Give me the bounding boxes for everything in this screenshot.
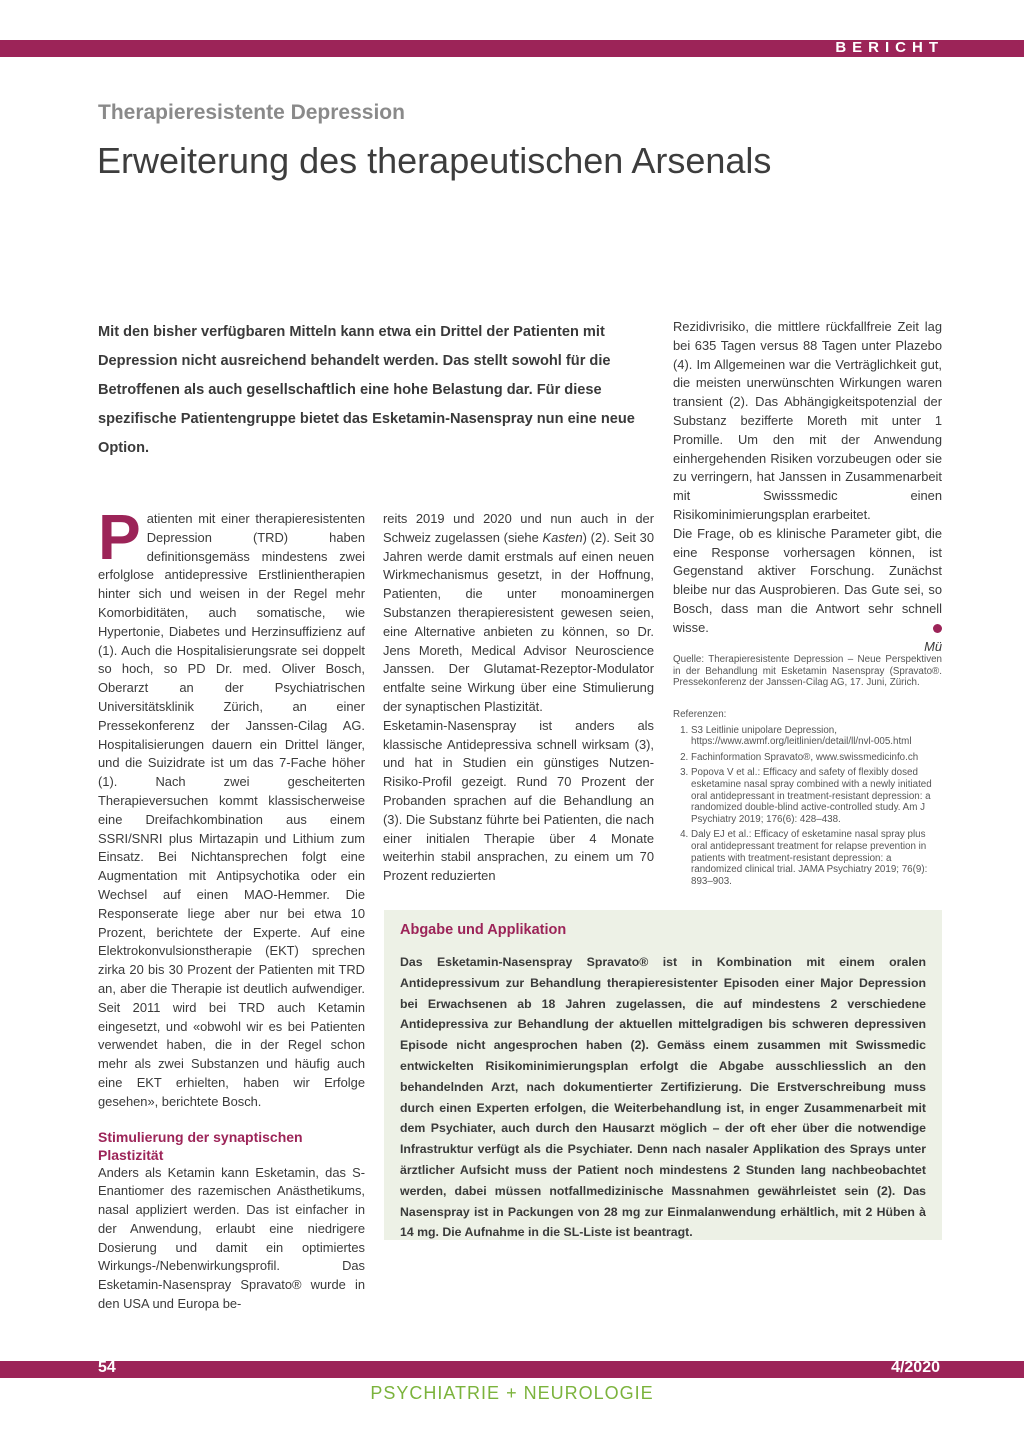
paragraph-3-cont: Rezidivrisiko, die mittlere rückfallfreie Zeit lag bei 635 Tagen versus 88 Tagen unter Plazebo (4). Im Allgemeinen war die Verträglichkeit gut, die meisten unerwünschten Wirkungen waren transient (2). Das Abhängigkeitspotenzial der Substanz bezifferte Moreth mit unter 1 Promille. Um den mit der Anwendung einhergehenden Risiken vorzubeugen oder sie zu verringern, hat Janssen in Zusammenarbeit mit Swisssmedic einen Risikominimierungsplan erarbeitet. xyxy=(673,319,942,522)
author-initials: Mü xyxy=(924,638,942,654)
paragraph-2-text: Anders als Ketamin kann Esketamin, das S-Enantiomer des razemischen Anästhetikums, nasal appliziert werden. Das ist einfacher in der Anwendung, erlaubt eine niedrigere Dosierung und damit ein optimiertes Wirkungs-/Nebenwirkungsprofil. Das Esketamin-Nasenspray Spravato® wurde in den USA und Europa be- xyxy=(98,1164,365,1312)
end-mark-icon xyxy=(933,624,942,633)
article-title: Erweiterung des therapeutischen Arsenals xyxy=(97,140,772,181)
column-1 xyxy=(98,501,365,1314)
references-list xyxy=(673,725,942,888)
column-2 xyxy=(383,510,654,886)
info-box-text: Das Esketamin-Nasenspray Spravato® ist in Kombination mit einem oralen Antidepressivum zur Behandlung therapieresistenter Episoden einer Major Depression bei Erwachsenen ab 18 Jahren zugelassen, die auf mindestens 2 verschiedene Antidepressiva zur Behandlung der aktuellen mittelgradigen bis schweren depressiven Episode nicht angesprochen haben (2). Gemäss einem zusammen mit Swissmedic entwickelten Risikominimierungsplan erfolgt die Abgabe ausschliesslich an den behandelnden Arzt, nach dokumentierter Zertifizierung. Die Erstverschreibung muss durch einen Experten erfolgen, die Weiterbehandlung ist, in enger Zusammenarbeit mit dem Psychiater, auch durch den Hausarzt möglich – der oft eher über die notwendige Infrastruktur verfügt als die Psychiater. Denn nach nasaler Applikation des Sprays unter ärztlicher Aufsicht muss der Patient noch mindestens 2 Stunden lang nachbeobachtet werden, dabei müssen notfallmedizinische Massnahmen gewährleistet sein (2). Das Nasenspray ist in Packungen von 28 mg zur Einmalanwendung erhältlich, mit 2 Hüben à 14 mg. Die Aufnahme in die SL-Liste ist beantragt. xyxy=(400,955,926,1240)
paragraph-2-cont: reits 2019 und 2020 und nun auch in der Schweiz zugelassen (siehe Kasten) (2). Seit 30 Jahren werde damit erstmals auf einen neuen Wirkmechanismus gesetzt, in der Hoffnung, Patienten, die unter monoaminergen Substanzen therapieresistent gewesen seien, eine Alternative anbieten zu können, so Dr. Jens Moreth, Medical Advisor Neuroscience Janssen. Der Glutamat-Rezeptor-Modulator entfalte seine Wirkung über eine Stimulierung der synaptischen Plastizität. xyxy=(383,511,654,714)
info-box xyxy=(384,910,942,1240)
section-label: BERICHT xyxy=(835,39,944,56)
paragraph-4-text: Die Frage, ob es klinische Parameter gibt, die eine Response vorhersagen können, ist Gegenstand aktiver Forschung. Zunächst bleibe nur das Ausprobieren. Das Gute sei, so Bosch, dass man die Antwort sehr schnell wisse. xyxy=(673,525,942,635)
paragraph-2-end: ) (2). Seit 30 Jahren werde damit erstmals auf einen neuen Wirkmechanismus gesetzt, in der Hoffnung, Patienten, die unter monoaminergen Substanzen therapieresistent gewesen seien, eine Alternative anbieten zu können, so Dr. Jens Moreth, Medical Advisor Neuroscience Janssen. Der Glutamat-Rezeptor-Modulator entfalte seine Wirkung über eine Stimulierung der synaptischen Plastizität. xyxy=(383,529,654,714)
paragraph-intro xyxy=(98,501,365,1112)
info-box-heading: Abgabe und Applikation xyxy=(400,922,567,938)
page-number: 54 xyxy=(98,1359,116,1376)
paragraph-1-text: atienten mit einer therapieresistenten Depression (TRD) haben definitionsgemäss mindestens zwei erfolglose antidepressive Erstlinientherapien hinter sich und weisen in der Regel mehr Komorbiditäten, auch somatische, wie Hypertonie, Diabetes und Herzinsuffizienz auf (1). Auch die Hospitalisierungsrate sei doppelt so hoch, so PD Dr. med. Oliver Bosch, Oberarzt an der Psychiatrischen Universitätsklinik Zürich, an einer Pressekonferenz der Janssen-Cilag AG. Hospitalisierungen dauern ein Drittel länger, und die Suizidrate ist um das 7-Fache höher (1). Nach zwei gescheiterten Therapieversuchen kommt klassischerweise eine Dreifachkombination aus einem SSRI/SNRI plus Mirtazapin und Lithium zum Einsatz. Bei Nichtansprechen folgt eine Augmentation mit Antipsychotika oder ein Wechsel auf einen MAO-Hemmer. Die Responserate liege aber nur bei etwa 10 Prozent, berichtete der Experte. Auf eine Elektrokonvulsionstherapie (EKT) sprechen zirka 20 bis 30 Prozent der Patienten mit TRD an, aber die Therapie ist deutlich aufwendiger. Seit 2011 wird bei TRD auch Ketamin eingesetzt, und «obwohl wir es bei Patienten verwendet haben, die in der Regel schon mehr als zwei Substanzen und häufig auch eine EKT erhielten, haben wir Erfolge gesehen», berichtete Bosch. xyxy=(98,511,365,1109)
paragraph-4 xyxy=(673,525,942,638)
drop-cap: P xyxy=(98,501,141,573)
issue-number: 4/2020 xyxy=(891,1359,940,1376)
reference-item: 3. Popova V et al.: Efficacy and safety of flexibly dosed esketamine nasal spray combined with a newly initiated oral antidepressant in treatment-resistant depression: a randomized double-blind active-controlled study. Am J Psychiatry 2019; 176(6): 428–438. xyxy=(691,767,942,825)
article-lead: Mit den bisher verfügbaren Mitteln kann etwa ein Drittel der Patienten mit Depression nicht ausreichend behandelt werden. Das stellt sowohl für die Betroffenen als auch gesellschaftlich eine hohe Belastung dar. Für diese spezifische Patientengruppe bietet das Esketamin-Nasenspray nun eine neue Option. xyxy=(98,324,635,456)
paragraph-2 xyxy=(98,1164,365,1314)
source-note: Quelle: Therapieresistente Depression – Neue Perspektiven in der Behandlung mit Esketamin Nasenspray (Spravato®. Pressekonferenz der Janssen-Cilag AG, 17. Juni, Zürich. xyxy=(673,654,942,689)
reference-item: 1. S3 Leitlinie unipolare Depression, https://www.awmf.org/leitlinien/detail/ll/nvl-005.html xyxy=(691,725,942,748)
reference-item: 2. Fachinformation Spravato®, www.swissmedicinfo.ch xyxy=(691,752,942,764)
paragraph-3 xyxy=(383,717,654,886)
references-heading: Referenzen: xyxy=(673,709,727,720)
journal-name: PSYCHIATRIE + NEUROLOGIE xyxy=(370,1383,654,1403)
reference-item: 4. Daly EJ et al.: Efficacy of esketamine nasal spray plus oral antidepressant treatment for relapse prevention in patients with treatment-resistant depression: a randomized clinical trial. JAMA Psychiatry 2019; 76(9): 893–903. xyxy=(691,829,942,887)
article-kicker: Therapieresistente Depression xyxy=(98,101,405,124)
header-bar xyxy=(0,40,1024,57)
footer-bar xyxy=(0,1361,1024,1378)
column-3 xyxy=(673,318,942,656)
subheading: Stimulierung der synaptischen Plastizität xyxy=(98,1128,303,1163)
references xyxy=(673,709,942,891)
emphasis-kasten: Kasten xyxy=(542,529,583,545)
paragraph-3-text: Esketamin-Nasenspray ist anders als klassische Antidepressiva schnell wirksam (3), und hat in Studien ein günstiges Nutzen-Risiko-Profil gezeigt. Rund 70 Prozent der Probanden sprachen auf die Behandlung an (3). Die Substanz führte bei Patienten, die nach einer initialen Therapie über 4 Monate weiterhin stabil ansprachen, zu einem um 70 Prozent reduzierten xyxy=(383,717,654,884)
